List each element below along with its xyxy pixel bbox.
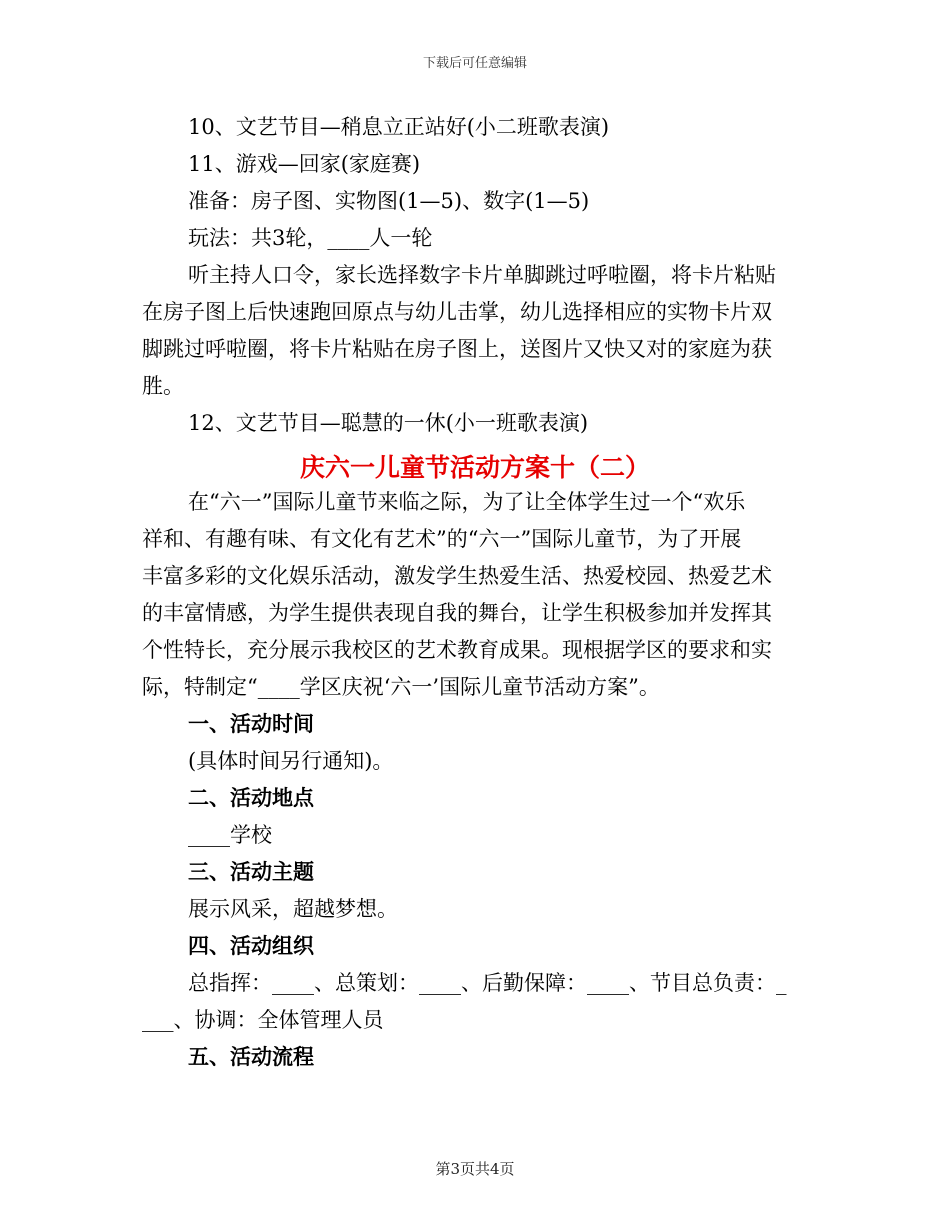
paragraph-line: 的丰富情感，为学生提供表现自我的舞台，让学生积极参加并发挥其 bbox=[142, 601, 772, 625]
section-heading: 一、活动时间 bbox=[188, 712, 314, 736]
paragraph-line: 听主持人口令，家长选择数字卡片单脚跳过呼啦圈，将卡片粘贴 bbox=[188, 263, 776, 287]
section-title: 庆六一儿童节活动方案十（二） bbox=[299, 453, 650, 482]
list-item: 12、文艺节目—聪慧的一休(小一班歌表演) bbox=[188, 411, 589, 435]
paragraph-line: 在“六一”国际儿童节来临之际，为了让全体学生过一个“欢乐 bbox=[188, 490, 746, 514]
paragraph-line: 脚跳过呼啦圈，将卡片粘贴在房子图上，送图片又快又对的家庭为获 bbox=[142, 337, 772, 361]
paragraph-line: 祥和、有趣有味、有文化有艺术”的“六一”国际儿童节，为了开展 bbox=[142, 527, 742, 551]
list-item: 玩法：共3轮，____人一轮 bbox=[188, 226, 433, 250]
section-text: (具体时间另行通知)。 bbox=[188, 749, 394, 773]
section-text: 总指挥：____、总策划：____、后勤保障：____、节目总负责：_ bbox=[188, 971, 787, 995]
paragraph-line: 际，特制定“____学区庆祝‘六一’国际儿童节活动方案”。 bbox=[142, 675, 660, 699]
list-item: 10、文艺节目—稍息立正站好(小二班歌表演) bbox=[188, 115, 610, 139]
list-item: 准备：房子图、实物图(1—5)、数字(1—5) bbox=[188, 189, 590, 213]
list-item: 11、游戏—回家(家庭赛) bbox=[188, 152, 421, 176]
section-text: ___、协调：全体管理人员 bbox=[142, 1008, 384, 1032]
section-heading: 二、活动地点 bbox=[188, 786, 314, 810]
page-header: 下载后可任意编辑 bbox=[422, 56, 527, 71]
paragraph-line: 在房子图上后快速跑回原点与幼儿击掌，幼儿选择相应的实物卡片双 bbox=[142, 300, 772, 324]
section-text: 展示风采，超越梦想。 bbox=[188, 897, 398, 921]
paragraph-line: 胜。 bbox=[142, 374, 184, 398]
section-heading: 三、活动主题 bbox=[188, 860, 314, 884]
section-heading: 五、活动流程 bbox=[188, 1045, 314, 1069]
section-text: ____学校 bbox=[188, 823, 272, 847]
page-footer: 第3页共4页 bbox=[435, 1160, 515, 1178]
section-heading: 四、活动组织 bbox=[188, 934, 314, 958]
paragraph-line: 丰富多彩的文化娱乐活动，激发学生热爱生活、热爱校园、热爱艺术 bbox=[142, 564, 772, 588]
paragraph-line: 个性特长，充分展示我校区的艺术教育成果。现根据学区的要求和实 bbox=[142, 638, 772, 662]
